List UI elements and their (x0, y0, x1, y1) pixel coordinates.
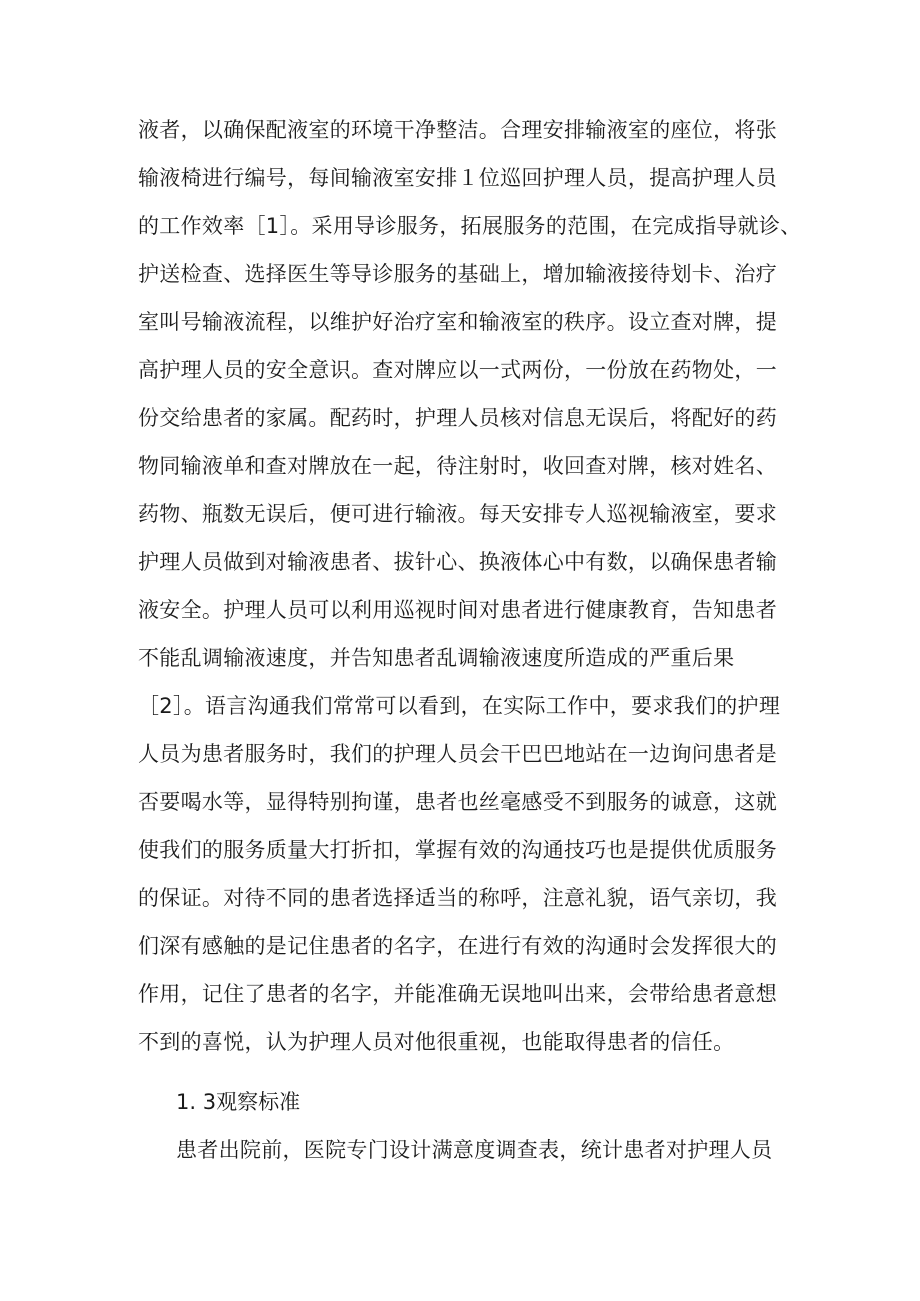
body-line: 否要喝水等，显得特别拘谨，患者也丝毫感受不到服务的诚意，这就 (138, 790, 777, 814)
section-first-line: 患者出院前，医院专门设计满意度调查表，统计患者对护理人员 (176, 1138, 773, 1162)
body-line: 不到的喜悦，认为护理人员对他很重视，也能取得患者的信任。 (138, 1030, 735, 1054)
body-line: 们深有感触的是记住患者的名字，在进行有效的沟通时会发挥很大的 (138, 934, 777, 958)
body-line: 不能乱调输液速度，并告知患者乱调输液速度所造成的严重后果 (138, 646, 735, 670)
body-line: 作用，记住了患者的名字，并能准确无误地叫出来，会带给患者意想 (138, 982, 777, 1006)
body-line: 人员为患者服务时，我们的护理人员会干巴巴地站在一边询问患者是 (138, 742, 777, 766)
body-line: 物同输液单和查对牌放在一起，待注射时，收回查对牌，核对姓名、 (138, 454, 777, 478)
body-line: 的工作效率［1］。采用导诊服务，拓展服务的范围，在完成指导就诊、 (138, 214, 802, 238)
body-line: 药物、瓶数无误后，便可进行输液。每天安排专人巡视输液室，要求 (138, 502, 777, 526)
body-line: 护送检查、选择医生等导诊服务的基础上，增加输液接待划卡、治疗 (138, 262, 777, 286)
body-line: 护理人员做到对输液患者、拔针心、换液体心中有数，以确保患者输 (138, 550, 777, 574)
section-heading: 1. 3观察标准 (176, 1090, 301, 1114)
body-line: 高护理人员的安全意识。查对牌应以一式两份，一份放在药物处，一 (138, 358, 777, 382)
body-line: 液者，以确保配液室的环境干净整洁。合理安排输液室的座位，将张 (138, 118, 777, 142)
body-line: 液安全。护理人员可以利用巡视时间对患者进行健康教育，告知患者 (138, 598, 777, 622)
body-line: 使我们的服务质量大打折扣，掌握有效的沟通技巧也是提供优质服务 (138, 838, 777, 862)
body-line: 份交给患者的家属。配药时，护理人员核对信息无误后，将配好的药 (138, 406, 777, 430)
body-line: 输液椅进行编号，每间输液室安排１位巡回护理人员，提高护理人员 (138, 166, 777, 190)
body-line: 室叫号输液流程，以维护好治疗室和输液室的秩序。设立查对牌，提 (138, 310, 777, 334)
body-line: ［2］。语言沟通我们常常可以看到，在实际工作中，要求我们的护理 (138, 694, 781, 718)
body-line: 的保证。对待不同的患者选择适当的称呼，注意礼貌，语气亲切，我 (138, 886, 777, 910)
